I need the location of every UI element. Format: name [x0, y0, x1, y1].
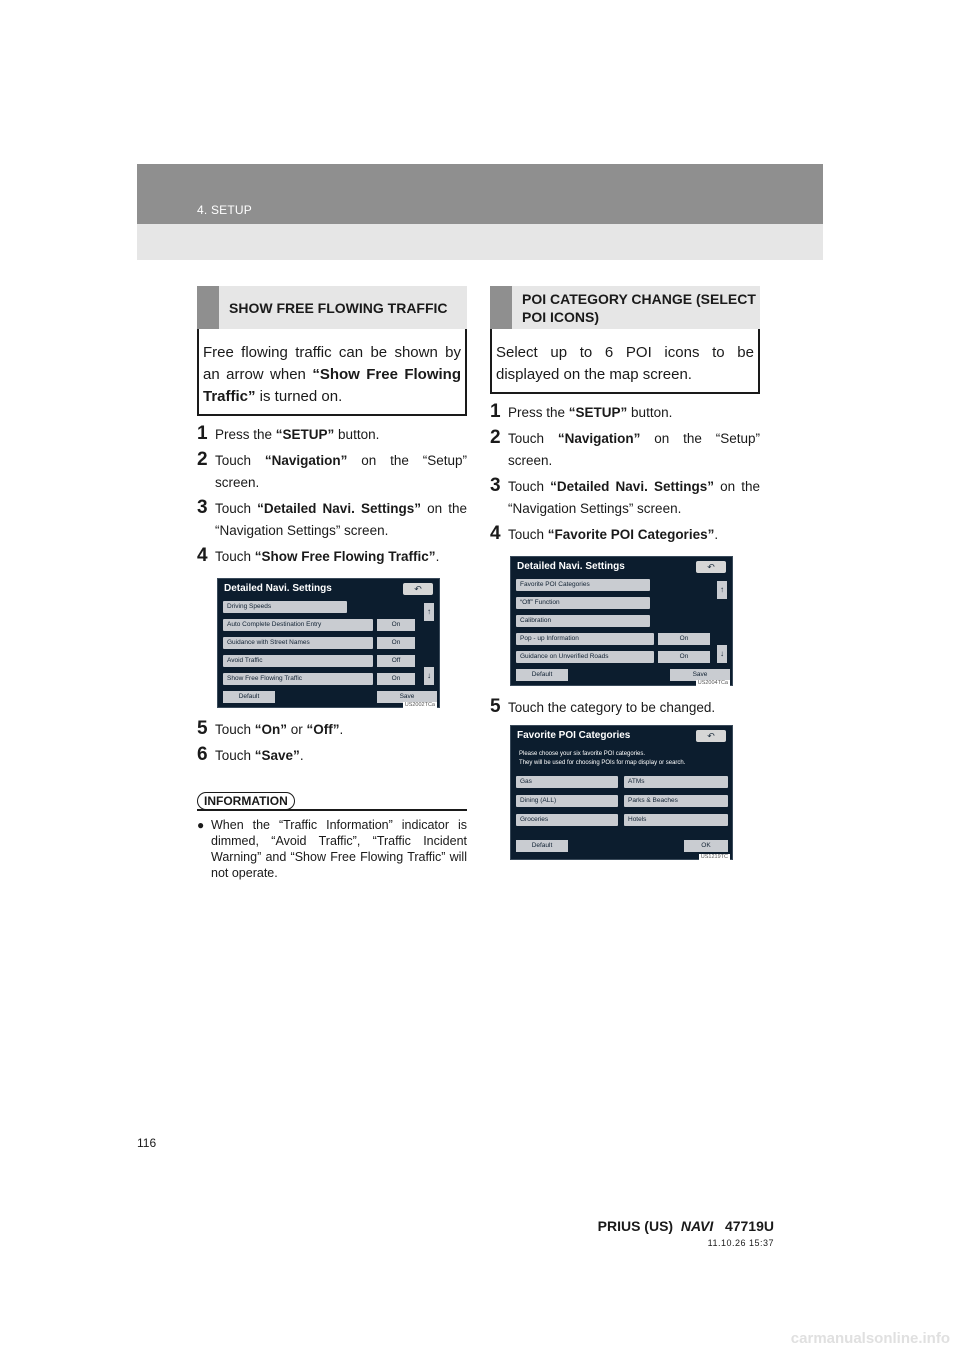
screen-row-button[interactable]: Guidance with Street Names: [223, 637, 373, 649]
figure-code: US1219TC: [700, 854, 728, 860]
step-item: [490, 427, 760, 472]
scroll-down-icon[interactable]: ↓: [424, 667, 434, 685]
screen-title: Favorite POI Categories: [517, 730, 631, 741]
poi-category-button[interactable]: Dining (ALL): [516, 795, 618, 807]
right-steps: [490, 401, 760, 546]
scroll-down-icon[interactable]: ↓: [717, 645, 727, 663]
step-text: Touch “Save”.: [215, 748, 304, 763]
intro-bold: “Show Free Flowing Traffic”: [203, 366, 462, 405]
screen-row-value[interactable]: On: [377, 637, 415, 649]
step-item: [490, 696, 760, 719]
step-item: [197, 497, 467, 542]
back-icon[interactable]: ↶: [696, 730, 726, 742]
screen-row-button[interactable]: Calibration: [516, 615, 650, 627]
poi-category-button[interactable]: Gas: [516, 776, 618, 788]
step-text: Press the “SETUP” button.: [508, 405, 673, 420]
information-item: [197, 817, 467, 881]
step-number: 5: [490, 696, 501, 717]
screen-favorite-poi-categories: [510, 725, 733, 860]
screen-row-value[interactable]: On: [377, 673, 415, 685]
poi-category-button[interactable]: Hotels: [624, 814, 728, 826]
step-text: Touch “Detailed Navi. Settings” on the “Navigation Settings” screen.: [508, 479, 760, 516]
screen-detailed-navi-settings: [217, 578, 440, 708]
step-number: 5: [197, 718, 208, 739]
step-item: [197, 449, 467, 494]
back-icon[interactable]: ↶: [696, 561, 726, 573]
screen-row-button[interactable]: Pop - up Information: [516, 633, 654, 645]
right-column: [490, 286, 760, 870]
screen-row-button[interactable]: Avoid Traffic: [223, 655, 373, 667]
step-text: Touch the category to be changed.: [508, 700, 716, 715]
screen-row-value[interactable]: Off: [377, 655, 415, 667]
page-number: 116: [137, 1136, 157, 1150]
poi-category-button[interactable]: Groceries: [516, 814, 618, 826]
information-label: INFORMATION: [197, 792, 295, 810]
step-text: Touch “Favorite POI Categories”.: [508, 527, 719, 542]
default-button[interactable]: Default: [516, 669, 568, 681]
watermark-text: carmanualsonline.info: [790, 1330, 950, 1347]
step-text: Touch “Navigation” on the “Setup” screen.: [508, 431, 760, 468]
scroll-up-icon[interactable]: ↑: [717, 581, 727, 599]
step-number: 1: [197, 423, 208, 444]
screen-description: They will be used for choosing POIs for map display or search.: [519, 760, 686, 766]
right-intro-box: [490, 329, 760, 394]
intro-text: Select up to 6 POI icons to be displayed on the map screen.: [496, 344, 754, 383]
step-item: [197, 718, 467, 741]
header-bar: [137, 164, 823, 260]
step-text: Touch “Detailed Navi. Settings” on the “Navigation Settings” screen.: [215, 501, 467, 538]
screen-row-button[interactable]: “Off” Function: [516, 597, 650, 609]
step-item: [197, 423, 467, 446]
header-top-band: [137, 164, 823, 224]
back-icon[interactable]: ↶: [403, 583, 433, 595]
step-number: 2: [490, 427, 501, 448]
screen-detailed-navi-settings: [510, 556, 733, 686]
step-item: [490, 475, 760, 520]
intro-text: Free flowing traffic can be shown by an arrow when: [203, 344, 461, 383]
section-label: 4. SETUP: [197, 203, 252, 217]
left-title-text: SHOW FREE FLOWING TRAFFIC: [229, 299, 448, 316]
figure-code: US2004TCa: [697, 680, 728, 686]
right-section-title: [490, 286, 760, 329]
step-text: Touch “Show Free Flowing Traffic”.: [215, 549, 440, 564]
step-item: [197, 744, 467, 767]
left-section-title: [197, 286, 467, 329]
figure-code: US2002TCa: [404, 702, 435, 708]
default-button[interactable]: Default: [516, 840, 568, 852]
left-steps-2: [197, 718, 467, 767]
save-button[interactable]: Save: [377, 691, 437, 703]
screen-row-value[interactable]: On: [658, 651, 710, 663]
step-text: Touch “Navigation” on the “Setup” screen.: [215, 453, 467, 490]
scroll-up-icon[interactable]: ↑: [424, 603, 434, 621]
step-item: [490, 523, 760, 546]
step-item: [197, 545, 467, 568]
ok-button[interactable]: OK: [684, 840, 728, 852]
default-button[interactable]: Default: [223, 691, 275, 703]
save-button[interactable]: Save: [670, 669, 730, 681]
title-tab: [490, 286, 512, 329]
left-steps: [197, 423, 467, 568]
step-text: Press the “SETUP” button.: [215, 427, 380, 442]
left-column: [197, 286, 467, 881]
screen-row-value[interactable]: On: [377, 619, 415, 631]
screen-description: Please choose your six favorite POI categories.: [519, 751, 646, 757]
step-number: 2: [197, 449, 208, 470]
screen-row-button[interactable]: Guidance on Unverified Roads: [516, 651, 654, 663]
step-number: 3: [197, 497, 208, 518]
footer-date: 11.10.26 15:37: [707, 1238, 774, 1248]
title-tab: [197, 286, 219, 329]
step-number: 1: [490, 401, 501, 422]
screen-row-button[interactable]: Favorite POI Categories: [516, 579, 650, 591]
right-title-text: POI CATEGORY CHANGE (SELECT POI ICONS): [522, 290, 756, 325]
step-number: 3: [490, 475, 501, 496]
screen-title: Detailed Navi. Settings: [517, 561, 625, 572]
intro-text-end: is turned on.: [255, 388, 343, 405]
step-item: [490, 401, 760, 424]
screen-title: Detailed Navi. Settings: [224, 583, 332, 594]
screen-row-button[interactable]: Show Free Flowing Traffic: [223, 673, 373, 685]
step-number: 4: [490, 523, 501, 544]
footer-model: PRIUS (US) NAVI 47719U: [597, 1218, 774, 1234]
bullet-icon: ●: [197, 818, 205, 832]
information-text: When the “Traffic Information” indicator is dimmed, “Avoid Traffic”, “Traffic Incident Warning” and “Show Free Flowing Traffic” will not operate.: [211, 818, 467, 880]
poi-category-button[interactable]: Parks & Beaches: [624, 795, 728, 807]
step-text: Touch “On” or “Off”.: [215, 722, 344, 737]
screen-row-button[interactable]: Auto Complete Destination Entry: [223, 619, 373, 631]
left-intro-box: [197, 329, 467, 416]
step-number: 4: [197, 545, 208, 566]
poi-category-button[interactable]: ATMs: [624, 776, 728, 788]
screen-row-value[interactable]: On: [658, 633, 710, 645]
screen-row-button[interactable]: Driving Speeds: [223, 601, 347, 613]
step-number: 6: [197, 744, 208, 765]
